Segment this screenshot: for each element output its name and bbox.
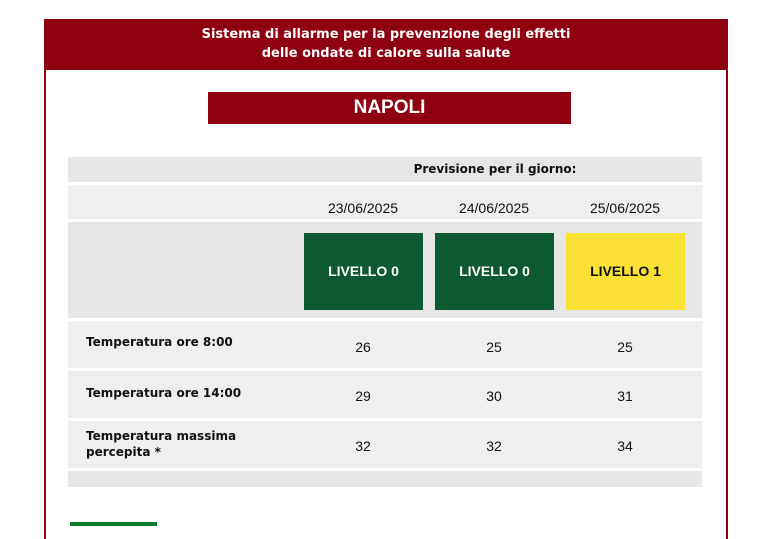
cell-temp-max-day-2: 32 bbox=[486, 438, 502, 454]
header-title-line1: Sistema di allarme per la prevenzione degli effetti bbox=[201, 27, 571, 42]
header-title-line2: delle ondate di calore sulla salute bbox=[261, 46, 511, 61]
row-label-temp-8: Temperatura ore 8:00 bbox=[86, 335, 233, 349]
cell-temp-8-day-2: 25 bbox=[486, 339, 502, 355]
level-badge-day-1: LIVELLO 0 bbox=[304, 233, 423, 310]
forecast-band bbox=[68, 157, 702, 182]
date-day-2: 24/06/2025 bbox=[458, 200, 530, 216]
cell-temp-14-day-2: 30 bbox=[486, 388, 502, 404]
cell-temp-14-day-3: 31 bbox=[617, 388, 633, 404]
cell-temp-8-day-3: 25 bbox=[617, 339, 633, 355]
row-label-temp-max-line2: percepita * bbox=[86, 445, 161, 459]
cell-temp-max-day-3: 34 bbox=[617, 438, 633, 454]
cell-temp-8-day-1: 26 bbox=[355, 339, 371, 355]
green-tab-button[interactable] bbox=[70, 522, 157, 526]
row-label-temp-14: Temperatura ore 14:00 bbox=[86, 386, 242, 400]
forecast-label: Previsione per il giorno: bbox=[413, 162, 577, 176]
date-day-3: 25/06/2025 bbox=[589, 200, 661, 216]
page-header bbox=[44, 19, 728, 70]
row-label-temp-max-line1: Temperatura massima bbox=[86, 429, 237, 443]
level-badge-day-3: LIVELLO 1 bbox=[566, 233, 685, 310]
level-badge-day-2: LIVELLO 0 bbox=[435, 233, 554, 310]
date-day-1: 23/06/2025 bbox=[327, 200, 399, 216]
city-title: NAPOLI bbox=[208, 92, 571, 124]
footer-band bbox=[68, 471, 702, 487]
row-label-temp-max bbox=[86, 428, 236, 460]
cell-temp-14-day-1: 29 bbox=[355, 388, 371, 404]
cell-temp-max-day-1: 32 bbox=[355, 438, 371, 454]
